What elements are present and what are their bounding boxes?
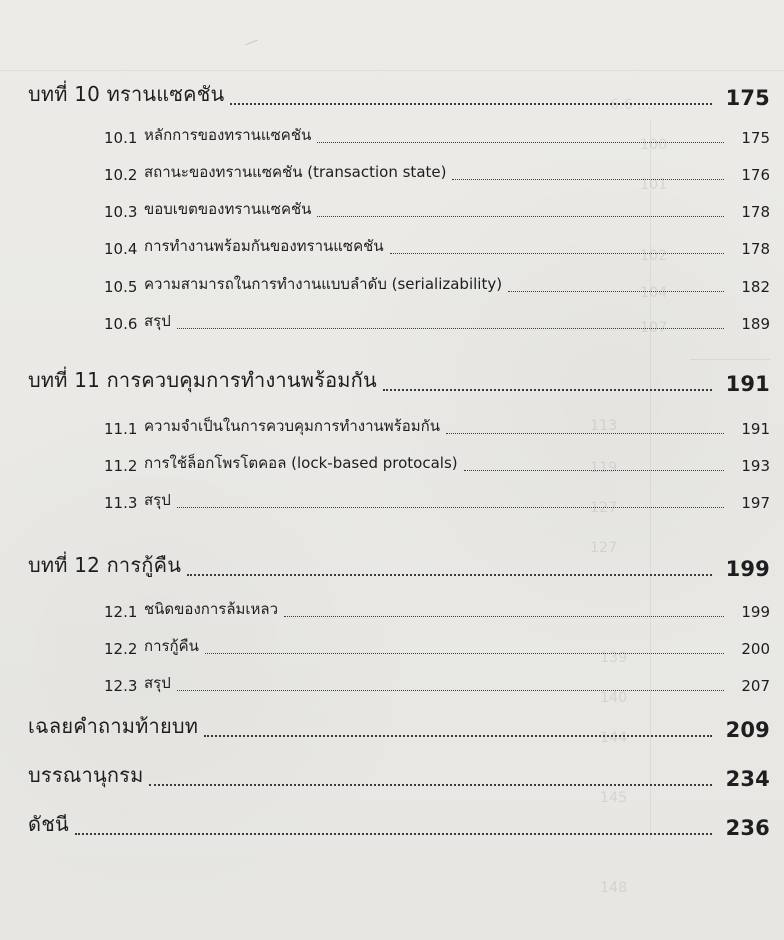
dot-leader	[317, 141, 724, 143]
toc-answers[interactable]	[28, 714, 770, 742]
bleed-through-text: 140	[600, 690, 628, 706]
section-page-number: 175	[741, 129, 770, 147]
section-number: 10.4	[104, 240, 138, 258]
bleed-through-text: 101	[640, 177, 668, 193]
section-number: 10.3	[104, 203, 138, 221]
toc-section-10-1[interactable]	[104, 123, 770, 147]
dot-leader	[177, 327, 724, 329]
section-number: 11.1	[104, 420, 138, 438]
section-page-number: 199	[741, 603, 770, 621]
bleed-through-text: 6.6 ....	[610, 97, 657, 113]
dot-leader	[446, 432, 724, 434]
back-matter-label: เฉลยคำถามท้ายบท	[28, 714, 199, 738]
section-page-number: 193	[741, 457, 770, 475]
chapter-page-number: 191	[725, 372, 770, 396]
chapter-label: บทที่ 10 ทรานแซคชัน	[28, 82, 225, 106]
toc-chapter-12[interactable]	[28, 553, 770, 581]
section-title: สรุป	[144, 674, 171, 692]
section-title: ความจำเป็นในการควบคุมการทำงานพร้อมกัน	[144, 417, 440, 435]
bleed-through-text: 102	[640, 248, 668, 264]
section-title: สถานะของทรานแซคชัน (transaction state)	[144, 163, 447, 181]
toc-section-11-1[interactable]	[104, 414, 770, 438]
bleed-through-text: 127	[590, 540, 618, 556]
bleed-through-text: 127	[590, 500, 618, 516]
section-title: การทำงานพร้อมกันของทรานแซคชัน	[144, 237, 384, 255]
section-page-number: 200	[741, 640, 770, 658]
section-page-number: 176	[741, 166, 770, 184]
dot-leader	[205, 652, 724, 654]
section-title: การใช้ล็อกโพรโตคอล (lock-based protocals)	[144, 454, 458, 472]
section-number: 11.2	[104, 457, 138, 475]
toc-section-12-3[interactable]	[104, 671, 770, 695]
section-title: สรุป	[144, 312, 171, 330]
bleed-through-text: 144	[600, 730, 628, 746]
chapter-label: บทที่ 11 การควบคุมการทำงานพร้อมกัน	[28, 368, 377, 392]
dot-leader	[284, 615, 724, 617]
section-number: 10.1	[104, 129, 138, 147]
dot-leader	[508, 290, 724, 292]
dot-leader	[149, 783, 711, 786]
dot-leader	[230, 102, 711, 105]
section-title: ความสามารถในการทำงานแบบลำดับ (serializability)	[144, 275, 503, 293]
dot-leader	[75, 832, 712, 835]
section-page-number: 182	[741, 278, 770, 296]
toc-section-10-5[interactable]	[104, 272, 770, 296]
dot-leader	[452, 178, 724, 180]
toc-section-10-6[interactable]	[104, 309, 770, 333]
bleed-through-text: 139	[600, 650, 628, 666]
bleed-through-text: 145	[600, 790, 628, 806]
back-matter-page-number: 209	[725, 718, 770, 742]
bleed-through-text: 107	[640, 320, 668, 336]
back-matter-label: บรรณานุกรม	[28, 763, 144, 787]
chapter-page-number: 175	[725, 86, 770, 110]
dot-leader	[177, 506, 724, 508]
section-title: หลักการของทรานแซคชัน	[144, 126, 312, 144]
toc-chapter-11[interactable]	[28, 368, 770, 396]
section-number: 11.3	[104, 494, 138, 512]
table-of-contents	[28, 82, 770, 866]
toc-section-12-2[interactable]	[104, 634, 770, 658]
toc-section-10-3[interactable]	[104, 197, 770, 221]
toc-section-10-4[interactable]	[104, 234, 770, 258]
section-number: 12.3	[104, 677, 138, 695]
toc-bibliography[interactable]	[28, 763, 770, 791]
section-page-number: 197	[741, 494, 770, 512]
bleed-through-text: 148	[600, 880, 628, 896]
dot-leader	[177, 689, 724, 691]
section-number: 10.5	[104, 278, 138, 296]
section-number: 10.6	[104, 315, 138, 333]
chapter-page-number: 199	[725, 557, 770, 581]
section-title: ขอบเขตของทรานแซคชัน	[144, 200, 312, 218]
toc-index[interactable]	[28, 812, 770, 840]
dot-leader	[383, 388, 712, 391]
section-page-number: 189	[741, 315, 770, 333]
section-page-number: 191	[741, 420, 770, 438]
toc-section-11-2[interactable]	[104, 451, 770, 475]
section-number: 12.1	[104, 603, 138, 621]
dot-leader	[317, 215, 724, 217]
back-matter-page-number: 236	[725, 816, 770, 840]
dot-leader	[204, 734, 711, 737]
toc-chapter-10[interactable]	[28, 82, 770, 110]
toc-section-10-2[interactable]	[104, 160, 770, 184]
section-page-number: 178	[741, 203, 770, 221]
dot-leader	[390, 252, 724, 254]
section-title: ชนิดของการล้มเหลว	[144, 600, 279, 618]
back-matter-label: ดัชนี	[28, 812, 69, 836]
section-title: การกู้คืน	[144, 637, 199, 655]
toc-section-12-1[interactable]	[104, 597, 770, 621]
dot-leader	[464, 469, 724, 471]
bleed-through-text: 113	[590, 418, 618, 434]
section-number: 12.2	[104, 640, 138, 658]
toc-section-11-3[interactable]	[104, 488, 770, 512]
section-page-number: 178	[741, 240, 770, 258]
section-number: 10.2	[104, 166, 138, 184]
bleed-through-rule	[0, 70, 784, 71]
bleed-through-text: 119	[590, 460, 618, 476]
back-matter-page-number: 234	[725, 767, 770, 791]
dot-leader	[187, 573, 711, 576]
bleed-through-text: 104	[640, 285, 668, 301]
scan-mark	[245, 40, 257, 46]
section-page-number: 207	[741, 677, 770, 695]
bleed-through-text: 100	[640, 137, 668, 153]
chapter-label: บทที่ 12 การกู้คืน	[28, 553, 182, 577]
section-title: สรุป	[144, 491, 171, 509]
